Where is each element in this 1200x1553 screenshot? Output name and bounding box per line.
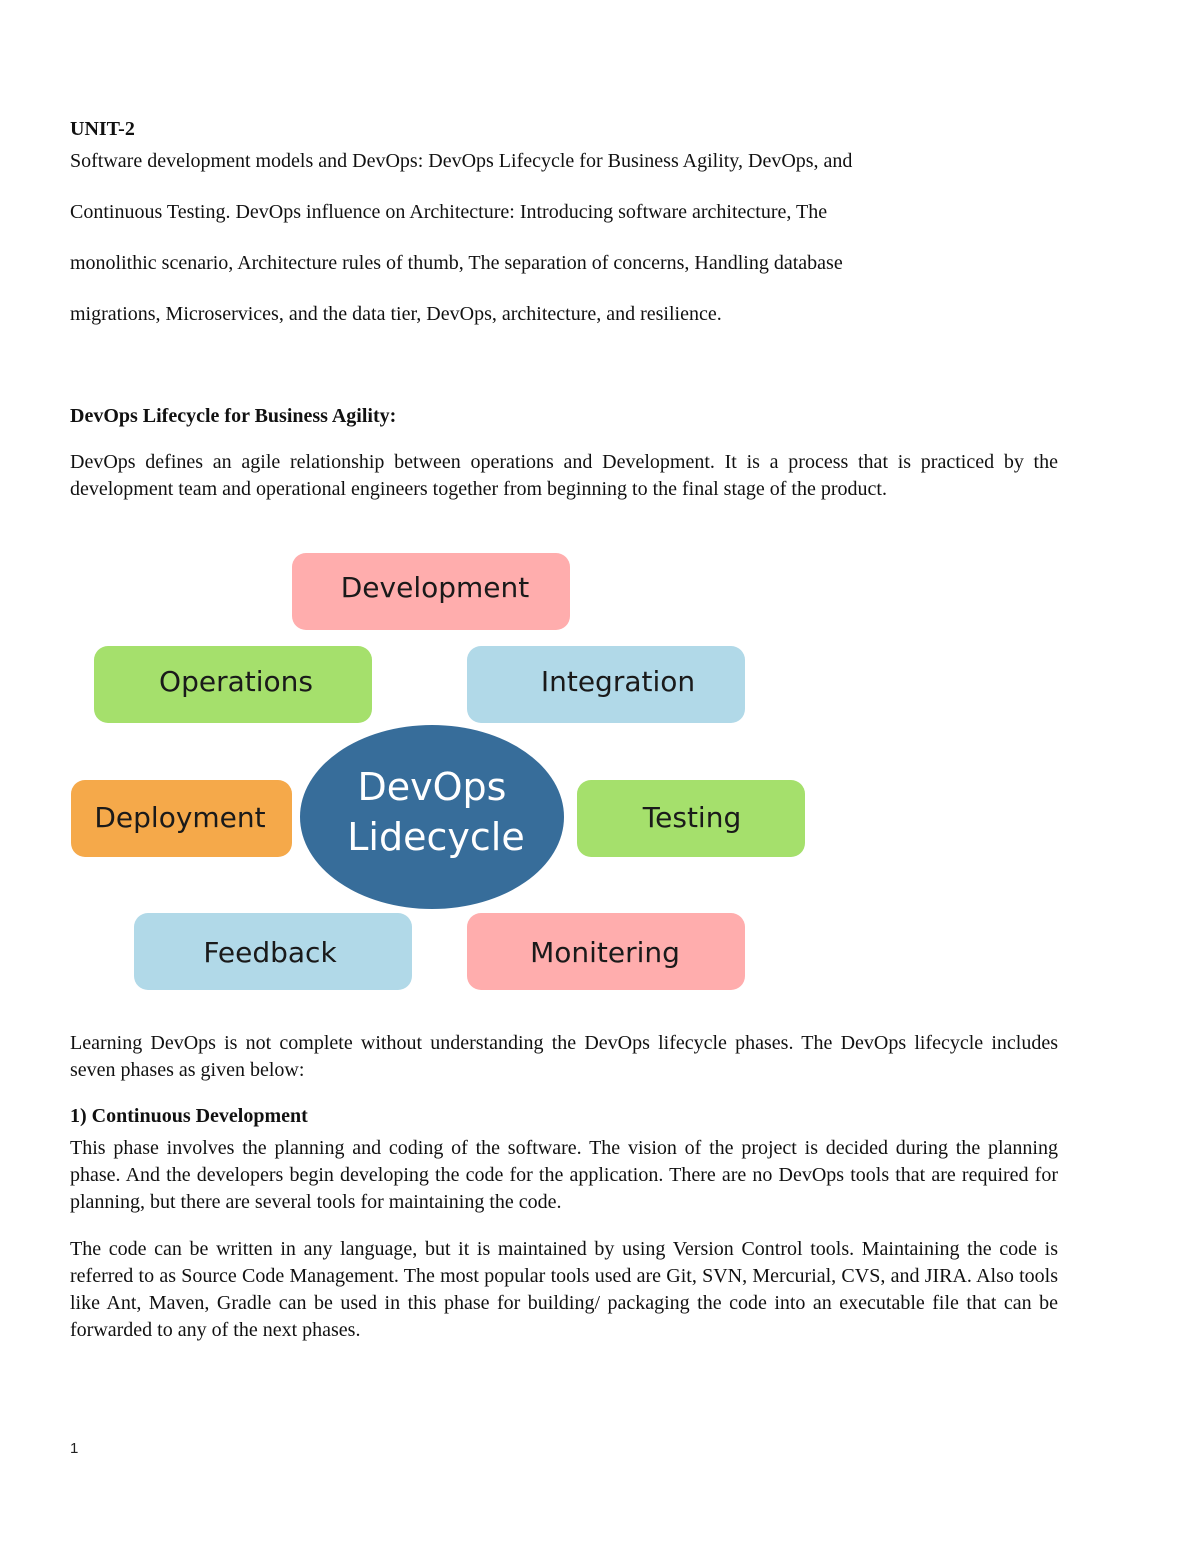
page-number: 1 bbox=[70, 1440, 79, 1457]
phase-feedback-label: Feedback bbox=[203, 936, 337, 969]
phase-operations bbox=[94, 646, 372, 723]
section-paragraph: DevOps defines an agile relationship between operations and Development. It is a process that is practiced by the development team and operational engineers together from beginning to the final stage of the product. bbox=[70, 451, 1058, 500]
continuous-development-paragraph-2: The code can be written in any language, but it is maintained by using Version Control tools. Maintaining the code is referred to as Source Code Management. The most popular tools used are Git, SVN, Mercurial, CVS, and JIRA. Also tools like Ant, Maven, Gradle can be used in this phase for building/ packaging the code into an executable file that can be forwarded to any of the next phases. bbox=[70, 1238, 1058, 1341]
phase-testing-label: Testing bbox=[642, 801, 742, 834]
phase-testing bbox=[577, 780, 805, 857]
phase-deployment-label: Deployment bbox=[94, 801, 266, 834]
phase-feedback bbox=[134, 913, 412, 990]
devops-lifecycle-diagram bbox=[60, 545, 820, 1005]
phase-development bbox=[292, 553, 570, 630]
continuous-development-heading: 1) Continuous Development bbox=[70, 1105, 308, 1127]
intro-line-1: Software development models and DevOps: DevOps Lifecycle for Business Agility, DevOps, and bbox=[70, 150, 853, 172]
lifecycle-center-line1: DevOps bbox=[357, 765, 507, 809]
lifecycle-center-line2: Lidecycle bbox=[347, 815, 525, 859]
intro-line-4: migrations, Microservices, and the data tier, DevOps, architecture, and resilience. bbox=[70, 303, 722, 325]
continuous-development-paragraph-1: This phase involves the planning and coding of the software. The vision of the project is decided during the planning phase. And the developers begin developing the code for the application. There are no DevOps tools that are required for planning, but there are several tools for maintaining the code. bbox=[70, 1137, 1058, 1213]
phase-integration bbox=[467, 646, 745, 723]
intro-line-2: Continuous Testing. DevOps influence on Architecture: Introducing software architecture, The bbox=[70, 201, 828, 223]
phase-monitering-label: Monitering bbox=[530, 936, 680, 969]
learning-paragraph: Learning DevOps is not complete without understanding the DevOps lifecycle phases. The DevOps lifecycle includes seven phases as given below: bbox=[70, 1032, 1058, 1081]
phase-development-label: Development bbox=[340, 571, 530, 604]
phase-operations-label: Operations bbox=[159, 665, 313, 698]
phase-monitering bbox=[467, 913, 745, 990]
phase-deployment bbox=[71, 780, 292, 857]
lifecycle-center bbox=[296, 721, 568, 913]
section-heading: DevOps Lifecycle for Business Agility: bbox=[70, 405, 397, 427]
phase-integration-label: Integration bbox=[540, 665, 696, 698]
unit-title: UNIT-2 bbox=[70, 118, 135, 140]
intro-line-3: monolithic scenario, Architecture rules of thumb, The separation of concerns, Handling database bbox=[70, 252, 843, 274]
